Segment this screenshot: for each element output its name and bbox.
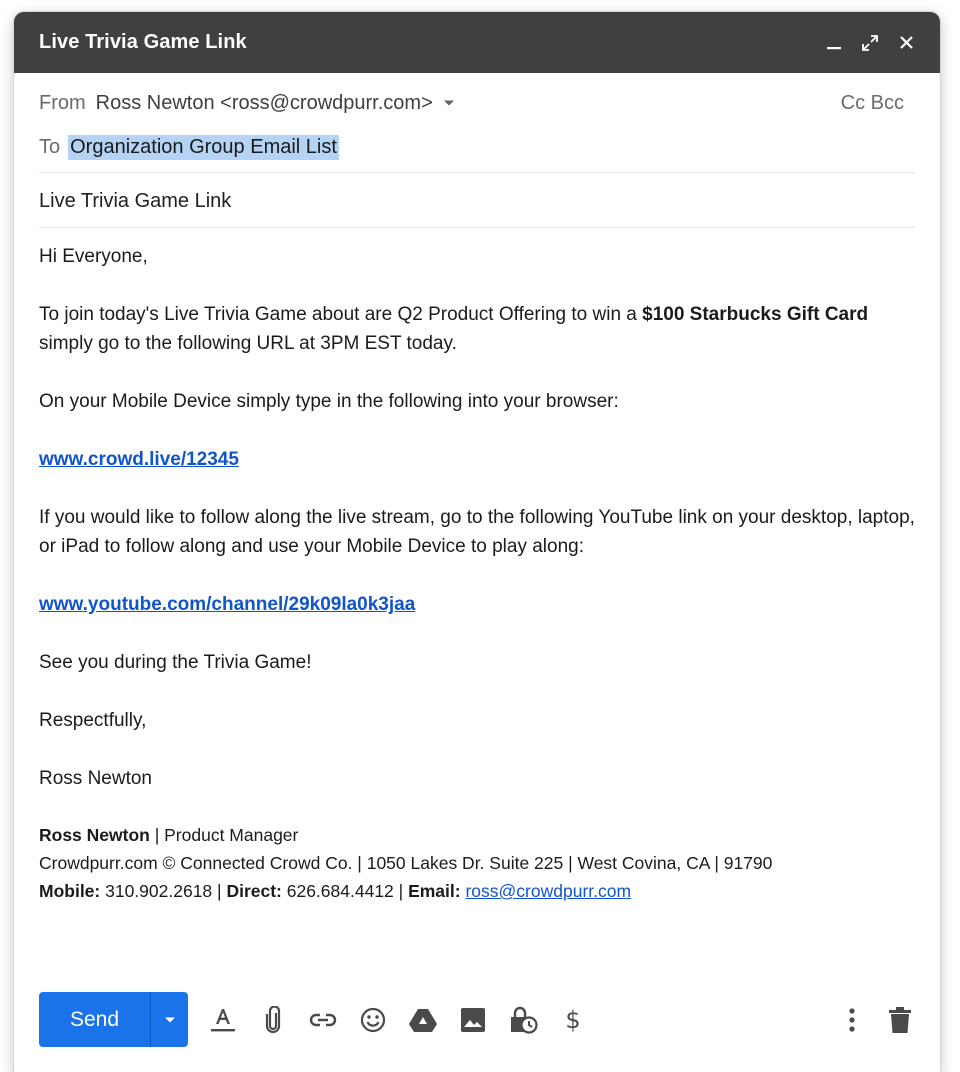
signature-name-line [39, 821, 920, 849]
more-options-icon[interactable] [837, 1005, 867, 1035]
game-link-paragraph [39, 445, 920, 474]
divider [39, 172, 915, 173]
game-link[interactable]: www.crowd.live/12345 [39, 449, 239, 470]
toolbar-right [837, 1005, 915, 1035]
compose-toolbar [39, 992, 915, 1047]
drive-icon[interactable] [408, 1005, 438, 1035]
from-label: From [39, 91, 86, 114]
send-button-group [39, 992, 188, 1047]
email-label: Email: [408, 881, 461, 901]
svg-text:$: $ [565, 1005, 581, 1034]
body-paragraph: If you would like to follow along the live stream, go to the following YouTube link on your desktop, laptop, or iPad to follow along and use your Mobile Device to play along: [39, 507, 915, 557]
signature-contact [39, 877, 920, 905]
from-row [39, 88, 915, 118]
send-button[interactable]: Send [69, 1007, 120, 1031]
to-row [39, 132, 915, 162]
chevron-down-icon[interactable] [443, 99, 455, 107]
signature-title: | Product Manager [149, 825, 299, 845]
youtube-link-paragraph [39, 590, 920, 619]
from-address[interactable]: Ross Newton <ross@crowdpurr.com> [95, 91, 433, 114]
body-paragraph [39, 300, 920, 358]
divider [39, 227, 915, 228]
window-controls [824, 33, 916, 53]
money-icon[interactable] [558, 1005, 588, 1035]
body-paragraph: On your Mobile Device simply type in the following into your browser: [39, 391, 619, 412]
to-recipient[interactable]: Organization Group Email List [70, 135, 337, 158]
compose-window [14, 12, 940, 1072]
expand-icon[interactable] [860, 33, 880, 53]
direct-number: 626.684.4412 | [281, 881, 409, 901]
body-text: simply go to the following URL at 3PM EST today. [39, 333, 457, 354]
signature [39, 821, 920, 905]
signature-name: Ross Newton [39, 825, 150, 845]
message-body[interactable] [39, 242, 920, 905]
direct-label: Direct: [226, 881, 282, 901]
link-icon[interactable] [308, 1005, 338, 1035]
signature-company: Crowdpurr.com © Connected Crowd Co. | 1050 Lakes Dr. Suite 225 | West Covina, CA | 91790 [39, 853, 773, 873]
greeting: Hi Everyone, [39, 246, 148, 267]
subject-field[interactable] [39, 186, 915, 216]
subject-text: Live Trivia Game Link [39, 189, 232, 212]
youtube-link[interactable]: www.youtube.com/channel/29k09la0k3jaa [39, 594, 416, 615]
formatting-icon[interactable] [208, 1005, 238, 1035]
body-text: To join today's Live Trivia Game about are Q2 Product Offering to win a [39, 304, 643, 325]
schedule-send-dropdown[interactable] [151, 992, 188, 1047]
body-paragraph: See you during the Trivia Game! [39, 652, 312, 673]
close-icon[interactable] [896, 33, 916, 53]
attach-icon[interactable] [258, 1005, 288, 1035]
to-label: To [39, 135, 61, 158]
compose-titlebar[interactable] [14, 12, 940, 73]
discard-icon[interactable] [885, 1005, 915, 1035]
minimize-icon[interactable] [824, 33, 844, 53]
chevron-down-icon [164, 1016, 176, 1024]
confidential-icon[interactable] [508, 1005, 538, 1035]
signoff: Ross Newton [39, 768, 152, 789]
formatting-tools [208, 1005, 588, 1035]
photo-icon[interactable] [458, 1005, 488, 1035]
mobile-number: 310.902.2618 | [100, 881, 227, 901]
emoji-icon[interactable] [358, 1005, 388, 1035]
closing: Respectfully, [39, 710, 147, 731]
cc-bcc-link[interactable]: Cc Bcc [840, 91, 904, 114]
prize-text: $100 Starbucks Gift Card [642, 304, 869, 325]
mobile-label: Mobile: [39, 881, 101, 901]
signature-email-link[interactable]: ross@crowdpurr.com [465, 881, 632, 901]
compose-title: Live Trivia Game Link [39, 31, 247, 53]
